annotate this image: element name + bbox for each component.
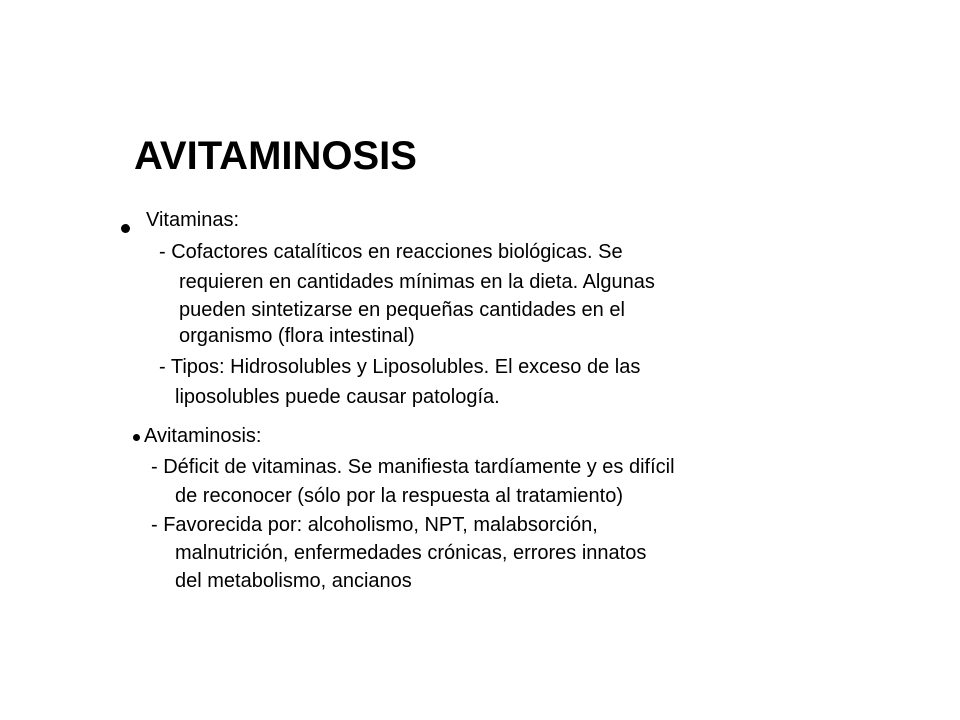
avitaminosis-line-3: - Favorecida por: alcoholismo, NPT, malabsorción, [151, 514, 598, 536]
avitaminosis-line-1: - Déficit de vitaminas. Se manifiesta tardíamente y es difícil [151, 456, 675, 478]
section-heading-vitaminas: Vitaminas: [146, 209, 240, 231]
bullet-icon [133, 434, 140, 441]
vitaminas-line-4: organismo (flora intestinal) [179, 325, 415, 347]
slide-title: AVITAMINOSIS [134, 134, 417, 178]
vitaminas-line-6: liposolubles puede causar patología. [175, 386, 500, 408]
vitaminas-line-3: pueden sintetizarse en pequeñas cantidades en el [179, 299, 625, 321]
section-heading-avitaminosis: Avitaminosis: [144, 425, 262, 447]
avitaminosis-line-5: del metabolismo, ancianos [175, 570, 412, 592]
bullet-icon [121, 224, 130, 233]
avitaminosis-line-4: malnutrición, enfermedades crónicas, errores innatos [175, 542, 647, 564]
avitaminosis-line-2: de reconocer (sólo por la respuesta al tratamiento) [175, 485, 624, 507]
vitaminas-line-2: requieren en cantidades mínimas en la dieta. Algunas [179, 271, 655, 293]
vitaminas-line-1: - Cofactores catalíticos en reacciones biológicas. Se [159, 241, 623, 263]
vitaminas-line-5: - Tipos: Hidrosolubles y Liposolubles. El exceso de las [159, 356, 641, 378]
